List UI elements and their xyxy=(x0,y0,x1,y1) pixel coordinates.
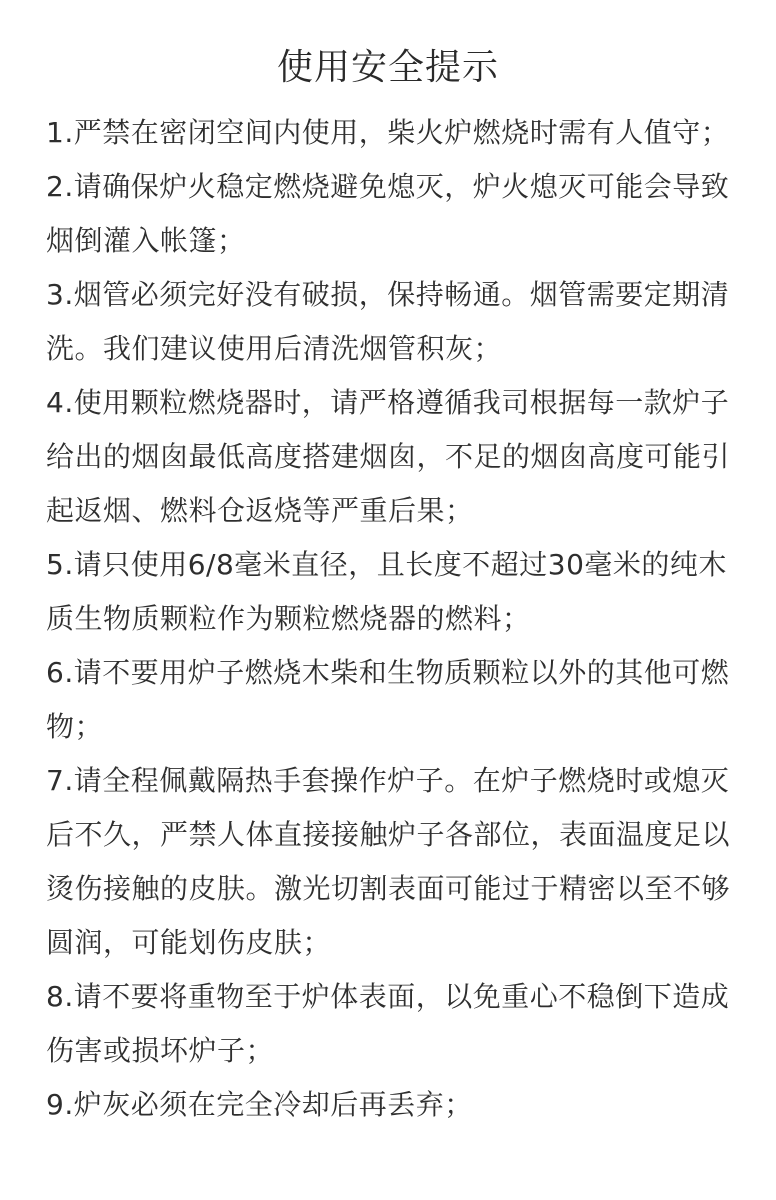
safety-tips-list xyxy=(46,106,736,1132)
safety-tip-2: 2.请确保炉火稳定燃烧避免熄灭，炉火熄灭可能会导致烟倒灌入帐篷； xyxy=(46,170,730,257)
safety-tip-1: 1.严禁在密闭空间内使用，柴火炉燃烧时需有人值守； xyxy=(46,116,730,149)
safety-tip-5: 5.请只使用6/8毫米直径，且长度不超过30毫米的纯木质生物质颗粒作为颗粒燃烧器的燃料； xyxy=(46,548,727,635)
safety-tip-4: 4.使用颗粒燃烧器时，请严格遵循我司根据每一款炉子给出的烟囱最低高度搭建烟囱，不足的烟囱高度可能引起返烟、燃料仓返烧等严重后果； xyxy=(46,386,731,527)
safety-tip-3: 3.烟管必须完好没有破损，保持畅通。烟管需要定期清洗。我们建议使用后清洗烟管积灰； xyxy=(46,278,730,365)
page-title: 使用安全提示 xyxy=(276,47,499,88)
safety-tip-7: 7.请全程佩戴隔热手套操作炉子。在炉子燃烧时或熄灭后不久，严禁人体直接接触炉子各部位，表面温度足以烫伤接触的皮肤。激光切割表面可能过于精密以至不够圆润，可能划伤皮肤； xyxy=(46,764,731,959)
safety-tip-8: 8.请不要将重物至于炉体表面，以免重心不稳倒下造成伤害或损坏炉子； xyxy=(46,980,730,1067)
safety-tip-9: 9.炉灰必须在完全冷却后再丢弃； xyxy=(46,1088,473,1121)
safety-tip-6: 6.请不要用炉子燃烧木柴和生物质颗粒以外的其他可燃物； xyxy=(46,656,730,743)
